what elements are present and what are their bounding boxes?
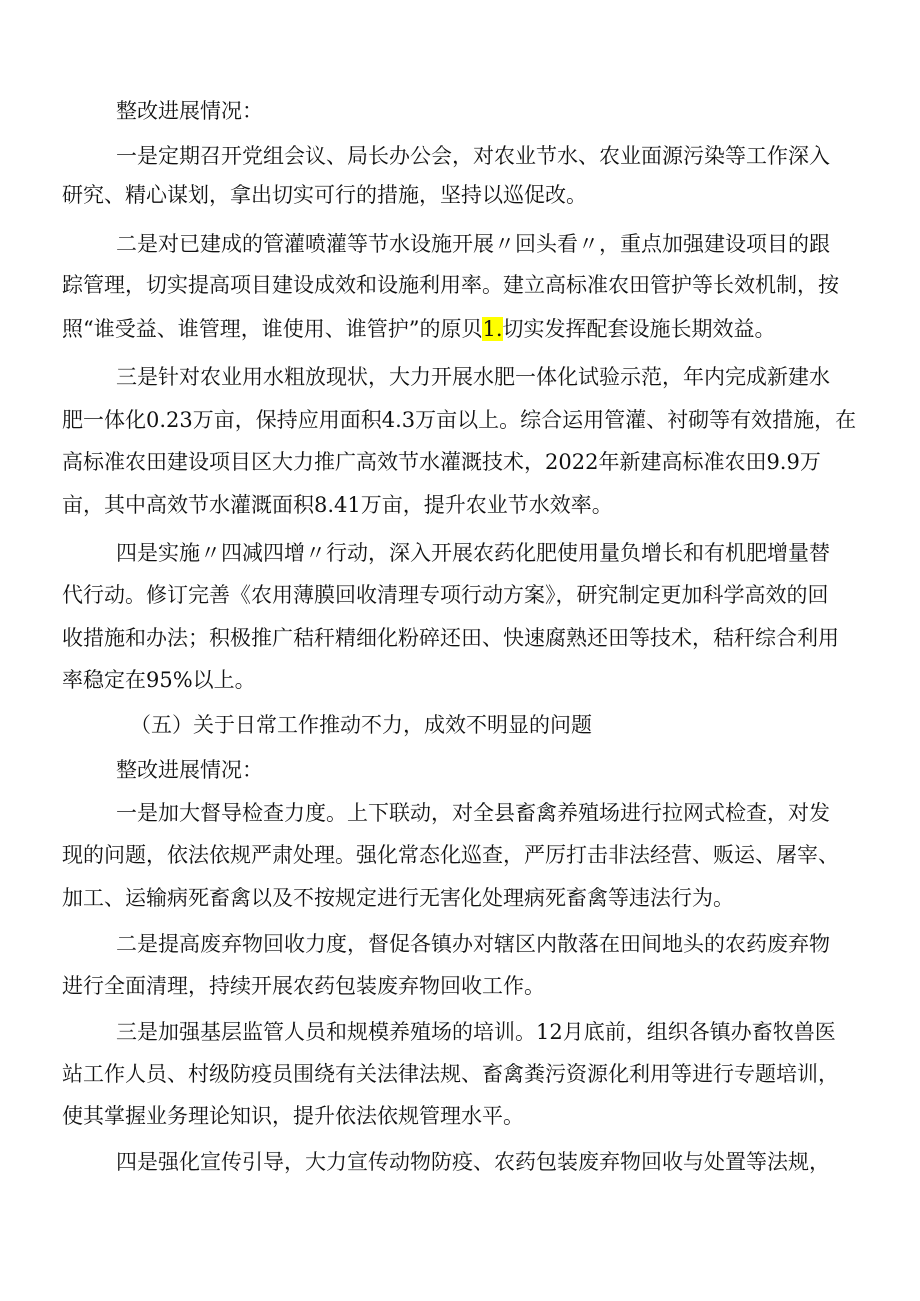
paragraph-line: 亩，其中高效节水灌溉面积8.41万亩，提升农业节水效率。 — [62, 493, 613, 517]
paragraph-line: 三是针对农业用水粗放现状，大力开展水肥一体化试验示范，年内完成新建水 — [116, 365, 830, 389]
line-text-post: 切实发挥配套设施长期效益。 — [502, 317, 776, 341]
section-heading: （五）关于日常工作推动不力，成效不明显的问题 — [130, 713, 592, 737]
progress-heading-2: 整改进展情况： — [116, 758, 263, 782]
paragraph-line: 研究、精心谋划，拿出切实可行的措施，坚持以巡促改。 — [62, 183, 587, 207]
paragraph-line: 高标准农田建设项目区大力推广高效节水灌溉技术，2022年新建高标准农田9.9万 — [62, 450, 821, 474]
paragraph-line: 使其掌握业务理论知识，提升依法依规管理水平。 — [62, 1104, 524, 1128]
paragraph-line: 一是定期召开党组会议、局长办公会，对农业节水、农业面源污染等工作深入 — [116, 144, 830, 168]
paragraph-line: 加工、运输病死畜禽以及不按规定进行无害化处理病死畜禽等违法行为。 — [62, 886, 734, 910]
paragraph-line: 代行动。修订完善《农用薄膜回收清理专项行动方案》，研究制定更加科学高效的回 — [62, 583, 829, 607]
paragraph-line: 收措施和办法；积极推广秸秆精细化粉碎还田、快速腐熟还田等技术，秸秆综合利用 — [62, 626, 839, 650]
progress-heading-1: 整改进展情况： — [116, 99, 263, 123]
paragraph-line: 二是提高废弃物回收力度，督促各镇办对辖区内散落在田间地头的农药废弃物 — [116, 932, 830, 956]
paragraph-line: 一是加大督导检查力度。上下联动，对全县畜禽养殖场进行拉网式检查，对发 — [116, 801, 830, 825]
paragraph-line: 站工作人员、村级防疫员围绕有关法律法规、畜禽粪污资源化利用等进行专题培训， — [62, 1062, 839, 1086]
paragraph-line: 率稳定在95%以上。 — [62, 668, 256, 692]
paragraph-line: 现的问题，依法依规严肃处理。强化常态化巡查，严厉打击非法经营、贩运、屠宰、 — [62, 843, 839, 867]
paragraph-line — [62, 314, 776, 344]
highlight-mark: 1. — [482, 317, 503, 341]
paragraph-line: 四是实施〃四减四增〃行动，深入开展农药化肥使用量负增长和有机肥增量替 — [116, 541, 830, 565]
paragraph-line: 进行全面清理，持续开展农药包装废弃物回收工作。 — [62, 974, 545, 998]
line-text-pre: 照“谁受益、谁管理，谁使用、谁管护”的原贝 — [62, 317, 483, 341]
paragraph-line: 踪管理，切实提高项目建设成效和设施利用率。建立高标准农田管护等长效机制，按 — [62, 273, 839, 297]
paragraph-line: 三是加强基层监管人员和规模养殖场的培训。12月底前，组织各镇办畜牧兽医 — [116, 1020, 836, 1044]
paragraph-line: 四是强化宣传引导，大力宣传动物防疫、农药包装废弃物回收与处置等法规， — [116, 1150, 830, 1174]
paragraph-line: 二是对已建成的管灌喷灌等节水设施开展〃回头看〃，重点加强建设项目的跟 — [116, 232, 830, 256]
paragraph-line: 肥一体化0.23万亩，保持应用面积4.3万亩以上。综合运用管灌、衬砌等有效措施，在 — [62, 408, 857, 432]
